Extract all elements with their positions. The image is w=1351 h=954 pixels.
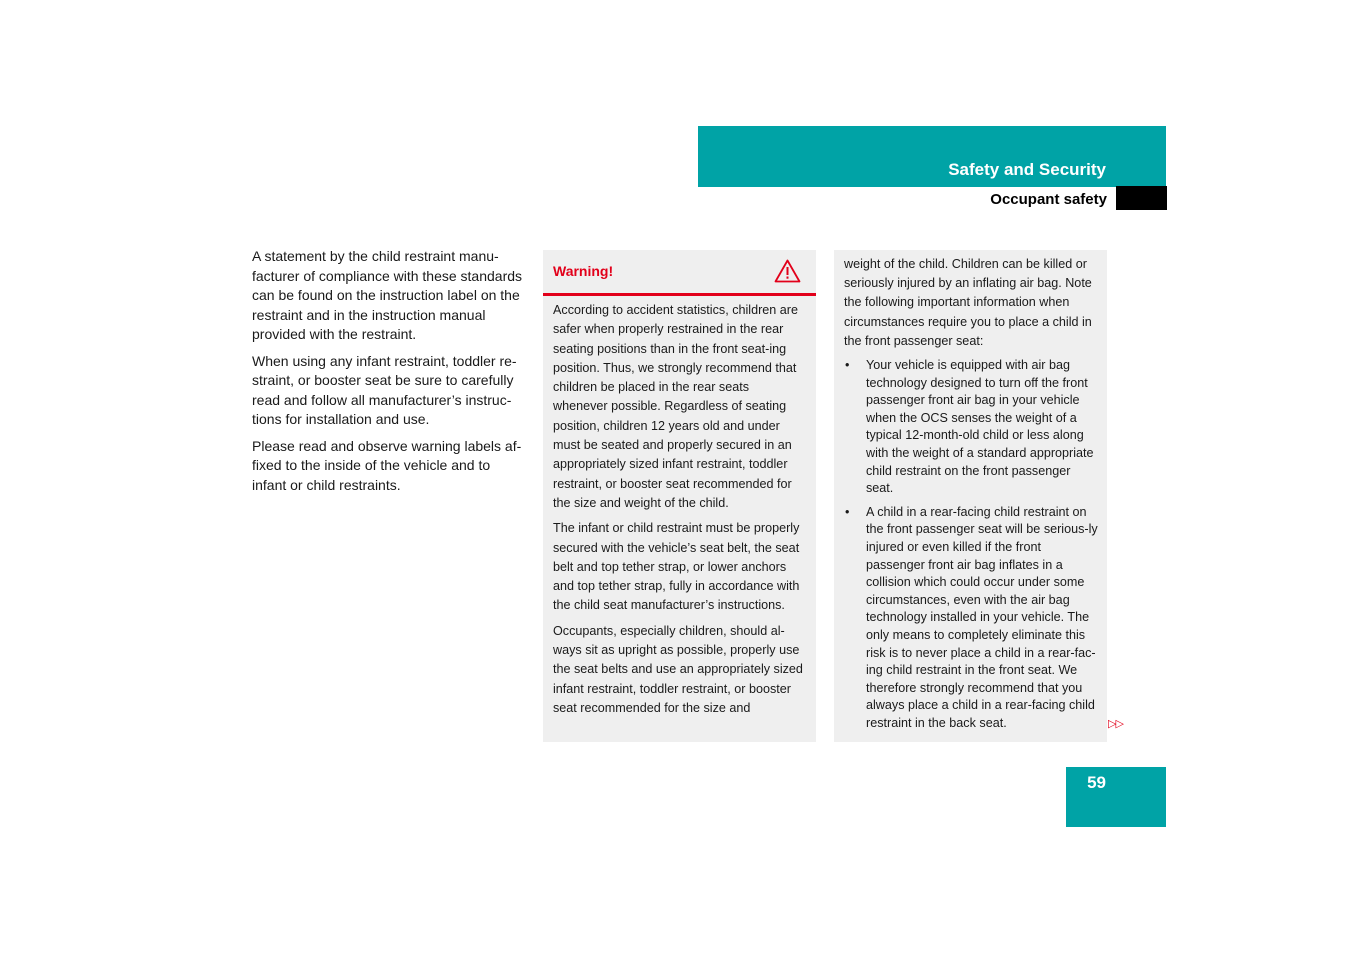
warning-body	[543, 296, 816, 718]
continue-arrow-icon: ▷▷	[1108, 718, 1123, 730]
warning-box	[543, 250, 816, 742]
bullet-text: Your vehicle is equipped with air bag technology designed to turn off the front passenger front air bag in your vehicle when the OCS senses the weight of a typical 12-month-old child or less along with the weight of a standard appropriate child restraint on the front passenger seat.	[866, 358, 1094, 496]
warning-header	[543, 250, 816, 296]
chapter-tab	[1116, 186, 1167, 210]
body-paragraph: When using any infant restraint, toddler re-straint, or booster seat be sure to carefully read and follow all manufacturer’s instruc-tions for installation and use.	[252, 352, 517, 427]
warning-triangle-icon	[774, 259, 801, 283]
section-title: Safety and Security	[948, 160, 1106, 179]
bullet-item	[844, 357, 1098, 498]
body-paragraph: A statement by the child restraint manu-facturer of compliance with these standards can be found on the instruction label on the restraint and in the instruction manual provided with the restraint.	[252, 248, 523, 342]
body-paragraph: Please read and observe warning labels af-fixed to the inside of the vehicle and to infant or child restraints.	[252, 437, 522, 493]
subsection-title: Occupant safety	[990, 191, 1107, 208]
warning-paragraph: Occupants, especially children, should al-ways sit as upright as possible, properly use the seat belts and use an appropriately sized infant restraint, toddler restraint, or booster seat recommended for the size and	[553, 623, 803, 715]
bullet-item	[844, 504, 1098, 733]
warning-continuation-body	[834, 250, 1107, 732]
warning-paragraph: According to accident statistics, children are safer when properly restrained in the rear seating positions than in the front seat-ing position. Thus, we strongly recommend that children be placed in the rear seats whenever possible. Regardless of seating position, children 12 years old and under must be seated and properly secured in an appropriately sized infant restraint, toddler restraint, or booster seat recommended for the size and weight of the child.	[553, 303, 798, 510]
warning-continuation-box	[834, 250, 1107, 742]
bullet-list	[844, 357, 1098, 732]
warning-paragraph: The infant or child restraint must be properly secured with the vehicle’s seat belt, the seat belt and top tether strap, or lower anchors and top tether strap, fully in accordance with the child seat manufacturer’s instructions.	[553, 521, 800, 613]
page-number: 59	[1087, 773, 1106, 792]
intro-column	[252, 247, 527, 502]
bullet-icon: •	[845, 358, 850, 373]
section-header-band	[698, 126, 1166, 187]
bullet-icon: •	[845, 504, 850, 519]
warning-label: Warning!	[553, 263, 614, 279]
bullet-text: A child in a rear-facing child restraint on the front passenger seat will be serious-ly injured or even killed if the front passenger front air bag inflates in a collision which could occur under some circumstances, even with the air bag technology installed in your vehicle. The only means to completely eliminate this risk is to never place a child in a rear-fac-ing child restraint in the front seat. We therefore strongly recommend that you always place a child in a rear-facing child restraint in the back seat.	[866, 504, 1098, 730]
page-number-box	[1066, 767, 1166, 827]
continuation-paragraph: weight of the child. Children can be killed or seriously injured by an inflating air bag. Note the following important information when circumstances require you to place a child in the front passenger seat:	[844, 257, 1092, 348]
